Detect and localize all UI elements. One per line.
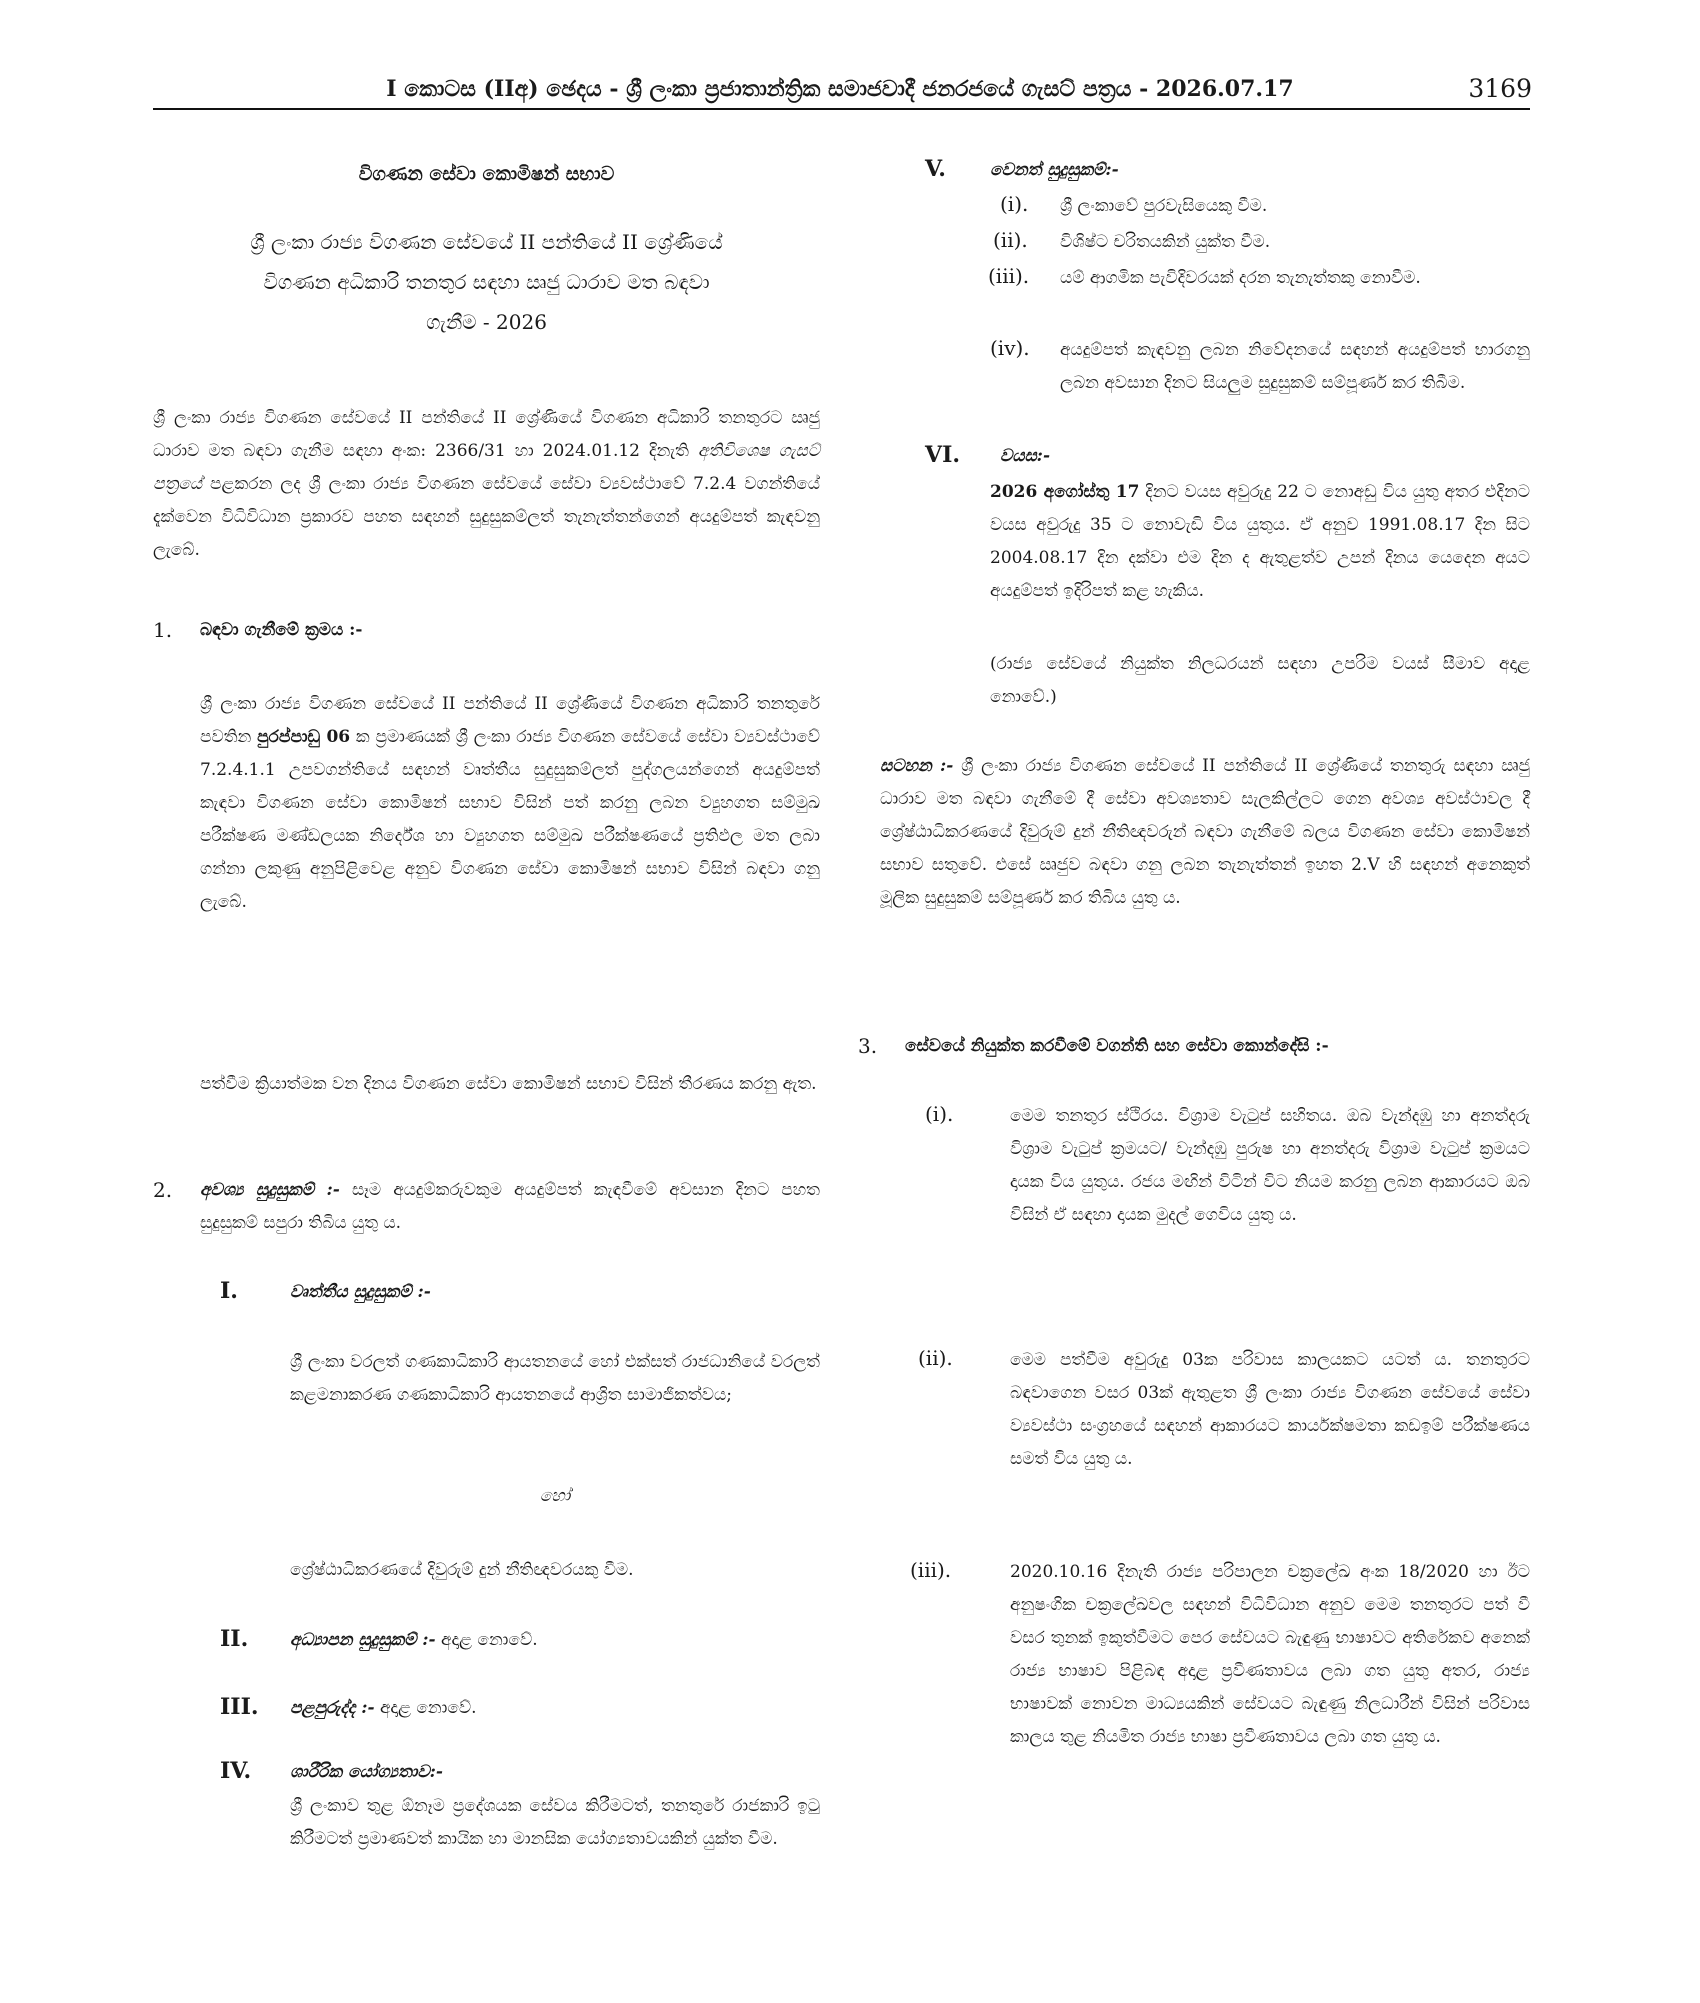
item-V-iv-text: අයදුම්පත් කැඳවනු ලබන නිවේදනයේ සඳහන් අයදුම්පත් භාරගනු ලබන අවසාන දිනට සියලුම සුදුසුකම් සම්පූර්ණ කර තිබීම. bbox=[1060, 340, 1530, 393]
s1-text-b: ක ප්‍රමාණයක් ශ්‍රී ලංකා රාජ්‍ය විගණන සේවයේ සේවා ව්‍යවස්ථාවේ 7.2.4.1.1 උපවගන්තියේ සඳහන් වෘත්තීය සුදුසුකම්ලත් පුද්ගලයන්ගෙන් අයදුම්පත් කැඳවා විගණන සේවා කොමිෂන් සභාව විසින් පත් කරනු ලබන ව්‍යුහගත සම්මුඛ පරීක්ෂණ මණ්ඩලයක නිර්දේශ හා ව්‍යුහගත සම්මුඛ පරීක්ෂණයේ ප්‍රතිඵල මත ලබා ගන්නා ලකුණු අනුපිළිවෙළ අනුව විගණන සේවා කොමිෂන් සභාව විසින් බඳවා ගනු ලැබේ. bbox=[200, 727, 821, 912]
item-I-or: හෝ bbox=[539, 1486, 571, 1506]
gazette-header-title: I කොටස (IIඅ) ඡෙදය - ශ්‍රී ලංකා ප්‍රජාතාන්ත්‍රික සමාජවාදී ජනරජයේ ගැසට් පත්‍රය - 2026.07.17 bbox=[386, 76, 1294, 102]
item-IV-text: ශ්‍රී ලංකාව තුළ ඕනෑම ප්‍රදේශයක සේවය කිරීමටත්, තනතුරේ රාජකාරි ඉටු කිරීමටත් ප්‍රමාණවත් කායික හා මානසික යෝග්‍යතාවයකින් යුක්ත වීම. bbox=[290, 1796, 820, 1849]
item-VI-heading: වයස:- bbox=[1000, 446, 1050, 466]
s1-text-a: ශ්‍රී ලංකා රාජ්‍ය විගණන සේවයේ II පන්තියේ II ශ්‍රේණියේ විගණන අධිකාරි තනතුරේ පවතින bbox=[200, 694, 820, 747]
note-label: සටහන :- bbox=[880, 756, 954, 776]
org-heading: විගණන සේවා කොමිෂන් සභාව bbox=[358, 163, 615, 185]
item-I-text: ශ්‍රී ලංකා වරලත් ගණකාධිකාරි ආයතනයේ හෝ එක්සත් රාජධානියේ වරලත් කළමනාකරණ ගණකාධිකාරි ආයතනයේ ආශ්‍රිත සාමාජිකත්වය; bbox=[290, 1352, 820, 1405]
item-VI-note: (රාජ්‍ය සේවයේ නියුක්ත නිලධරයන් සඳහා උපරිම වයස් සීමාව අදාළ නොවේ.) bbox=[990, 654, 1530, 707]
item-V-ii-text: විශිෂ්ට චරිතයකින් යුක්ත වීම. bbox=[1060, 232, 1271, 252]
item-V-i-number: (i). bbox=[1000, 192, 1029, 216]
item-V-iii-number: (iii). bbox=[988, 264, 1030, 288]
item-VI-body: දිනට වයස අවුරුදු 22 ට නොඅඩු විය යුතු අතර එදිනට වයස අවුරුදු 35 ට නොවැඩි විය යුතුය. ඒ අනුව 1991.08.17 දින සිට 2004.08.17 දින දක්වා එම දින ද ඇතුළත්ව උපන් දිනය යෙදෙන අයට අයදුම්පත් ඉදිරිපත් කළ හැකිය. bbox=[990, 482, 1530, 601]
item-II-numeral: II. bbox=[220, 1626, 249, 1652]
item-V-i-text: ශ්‍රී ලංකාවේ පුරවැසියෙකු වීම. bbox=[1060, 196, 1268, 216]
section-3-ii-number: (ii). bbox=[918, 1346, 953, 1370]
note-text: ශ්‍රී ලංකා රාජ්‍ය විගණන සේවයේ II පන්තියේ II ශ්‍රේණියේ තනතුරු සඳහා ඍජු ධාරාව මත බඳවා ගැනීමේ දී සේවා අවශ්‍යතාව සැලකිල්ලට ගෙන අවශ්‍ය අවස්ථාවල දී ශ්‍රේෂ්ඨාධිකරණයේ දිවුරුම් දුන් නීතිඥවරුන් බඳවා ගැනීමේ බලය විගණන සේවා කොමිෂන් සභාව සතුවේ. එසේ ඍජුව බඳවා ගනු ලබන තැනැත්තන් ඉහත 2.V හි සඳහන් අනෙකුත් මූලික සුදුසුකම් සම්පූර්ණ කර තිබිය යුතු ය. bbox=[880, 756, 1530, 908]
page-number: 3169 bbox=[1468, 74, 1532, 103]
notice-title bbox=[153, 222, 820, 342]
section-3-number: 3. bbox=[858, 1034, 878, 1058]
header-divider bbox=[153, 108, 1530, 110]
intro-italic: අතිවිශෙෂ ගැසට් පත්‍රයේ bbox=[153, 441, 820, 494]
section-3-iii-number: (iii). bbox=[910, 1558, 952, 1582]
item-V-iii-text: යම් ආගමික පැවිදිවරයක් දරන තැනැත්තකු නොවීම. bbox=[1060, 268, 1421, 288]
item-III-numeral: III. bbox=[220, 1694, 259, 1720]
section-3-iii-text: 2020.10.16 දිනැති රාජ්‍ය පරිපාලන චක්‍රලේඛ අංක 18/2020 හා ඊට අනුෂංගික චක්‍රලේඛවල සඳහන් විධිවිධාන අනුව මෙම තනතුරට පත් වී වසර තුනක් ඉකුත්වීමට පෙර සේවයට බැඳුණු භාෂාවට අතිරේකව අනෙක් රාජ්‍ය භාෂාව පිළිබඳ අදාළ ප්‍රවීණතාවය ලබා ගත යුතු අතර, රාජ්‍ය භාෂාවක් නොවන මාධ්‍යයකින් සේවයට බැඳුණු නිලධාරීන් විසින් පරිවාස කාලය තුළ නියමිත රාජ්‍ය භාෂා ප්‍රවීණතාවය ලබා ගත යුතු ය. bbox=[1010, 1562, 1530, 1747]
section-2-text: සෑම අයදුම්කරුවකුම අයදුම්පත් කැඳවීමේ අවසාන දිනට පහත සුදුසුකම් සපුරා තිබිය යුතු ය. bbox=[200, 1180, 820, 1233]
item-IV-numeral: IV. bbox=[220, 1758, 252, 1784]
item-V-numeral: V. bbox=[925, 156, 946, 182]
section-2-paragraph bbox=[200, 1174, 820, 1240]
item-III-heading: පළපුරුද්ද :- bbox=[290, 1698, 375, 1718]
item-V-iv-number: (iv). bbox=[990, 336, 1030, 360]
section-3-i-number: (i). bbox=[925, 1102, 954, 1126]
intro-text-2: පළකරන ලද ශ්‍රී ලංකා රාජ්‍ය විගණන සේවයේ සේවා ව්‍යවස්ථාවේ 7.2.4 වගන්තියේ දැක්වෙන විධිවිධාන ප්‍රකාරව පහත සඳහන් සුදුසුකම්ලත් තැනැත්තන්ගෙන් අයදුම්පත් කැඳවනු ලැබේ. bbox=[153, 474, 820, 560]
section-1-heading: බඳවා ගැනීමේ ක්‍රමය :- bbox=[200, 620, 363, 640]
notice-title-line-2: විගණන අධිකාරි තනතුර සඳහා ඍජු ධාරාව මත බඳවා bbox=[263, 270, 710, 294]
item-II-line bbox=[290, 1624, 820, 1657]
section-1-paragraph-2: පත්වීම ක්‍රියාත්මක වන දිනය විගණන සේවා කොමිෂන් සභාව විසින් තීරණය කරනු ඇත. bbox=[200, 1074, 817, 1094]
item-II-heading: අධ්‍යාපන සුදුසුකම් :- bbox=[290, 1630, 436, 1650]
intro-text-1: ශ්‍රී ලංකා රාජ්‍ය විගණන සේවයේ II පන්තියේ II ශ්‍රේණියේ විගණන අධිකාරි තනතුරට ඍජු ධාරාව මත බඳවා ගැනීම සඳහා අංක: 2366/31 හා 2024.01.12 දිනැති bbox=[153, 408, 820, 461]
item-III-text: අදාළ නොවේ. bbox=[374, 1698, 477, 1718]
item-IV-heading: ශාරීරික යෝග්‍යතාව:- bbox=[290, 1762, 443, 1782]
item-V-ii-number: (ii). bbox=[993, 228, 1028, 252]
item-VI-text bbox=[990, 476, 1530, 608]
intro-paragraph bbox=[153, 402, 820, 567]
item-I-text-2: ශ්‍රේෂ්ඨාධිකරණයේ දිවුරුම් දුන් නීතිඥවරයකු වීම. bbox=[290, 1560, 634, 1580]
s1-vacancies: පුරප්පාඩු 06 bbox=[257, 727, 351, 747]
item-I-numeral: I. bbox=[220, 1278, 238, 1304]
section-1-paragraph-1 bbox=[200, 688, 820, 919]
note-paragraph bbox=[880, 750, 1530, 915]
item-I-heading: වෘත්තීය සුදුසුකම් :- bbox=[290, 1282, 431, 1302]
section-3-ii-text: මෙම පත්වීම අවුරුදු 03ක පරිවාස කාලයකට යටත් ය. තනතුරට බඳවාගෙන වසර 03ක් ඇතුළත ශ්‍රී ලංකා රාජ්‍ය විගණන සේවයේ සේවා ව්‍යවස්ථා සංග්‍රහයේ සඳහන් ආකාරයට කාර්යක්ෂමතා කඩඉම් පරීක්ෂණය සමත් විය යුතු ය. bbox=[1010, 1350, 1530, 1469]
section-2-number: 2. bbox=[153, 1178, 173, 1202]
item-III-line bbox=[290, 1692, 820, 1725]
item-II-text: අදාළ නොවේ. bbox=[435, 1630, 538, 1650]
item-V-heading: වෙනත් සුදුසුකම්:- bbox=[990, 160, 1119, 180]
section-1-number: 1. bbox=[153, 618, 173, 642]
section-2-heading: අවශ්‍ය සුදුසුකම් :- bbox=[200, 1180, 340, 1200]
notice-title-line-3: ගැනීම - 2026 bbox=[426, 310, 547, 334]
section-3-i-text: මෙම තනතුර ස්ථිරය. විශ්‍රාම වැටුප් සහිතය. ඔබ වැන්දඹු හා අනත්දරු විශ්‍රාම වැටුප් ක්‍රමයට/ වැන්දඹු පුරුෂ හා අනත්දරු විශ්‍රාම වැටුප් ක්‍රමයට දායක විය යුතුය. රජය මඟින් විටින් විට නියම කරනු ලබන ආකාරයට ඔබ විසින් ඒ සඳහා දායක මුදල් ගෙවිය යුතු ය. bbox=[1010, 1106, 1530, 1225]
section-3-heading: සේවයේ නියුක්ත කරවීමේ වගන්ති සහ සේවා කොන්දේසි :- bbox=[905, 1036, 1329, 1056]
item-VI-numeral: VI. bbox=[925, 442, 961, 468]
notice-title-line-1: ශ්‍රී ලංකා රාජ්‍ය විගණන සේවයේ II පන්තියේ II ශ්‍රේණියේ bbox=[250, 230, 723, 254]
item-VI-date: 2026 අගෝස්තු 17 bbox=[990, 482, 1140, 502]
